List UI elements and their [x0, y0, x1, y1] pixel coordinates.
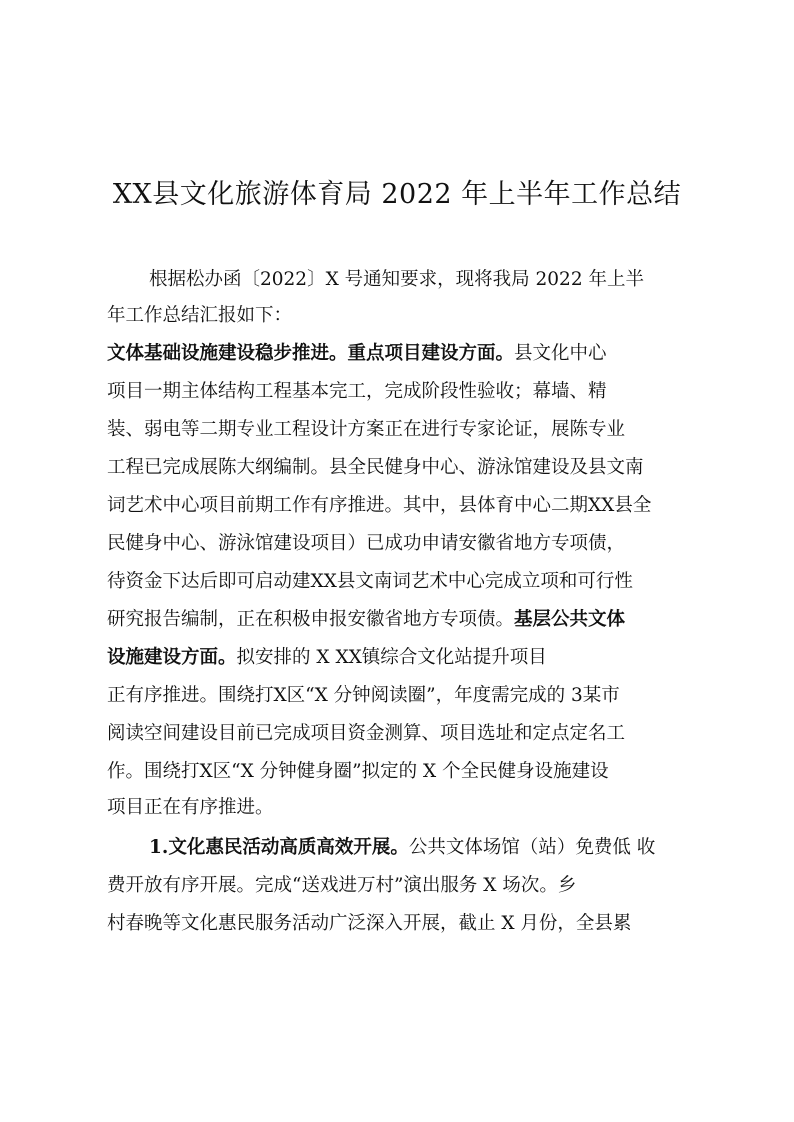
section1-line-11: 阅读空间建设目前已完成项目资金测算、项目选址和定点定名工 — [107, 723, 626, 744]
section1-line-8 — [107, 608, 625, 632]
section1-line-5: 词艺术中心项目前期工作有序推进。其中，县体育中心二期XX县全 — [107, 495, 652, 516]
section1-line-8-text: 研究报告编制，正在积极申报安徽省地方专项债。 — [107, 609, 515, 630]
section1-line-4: 工程已完成展陈大纲编制。县全民健身中心、游泳馆建设及县文南 — [107, 457, 644, 478]
document-title: XX县文化旅游体育局 2022 年上半年工作总结 — [112, 179, 682, 210]
section1-line-6: 民健身中心、游泳馆建设项目）已成功申请安徽省地方专项债， — [107, 533, 626, 554]
section1-line-9 — [107, 646, 547, 670]
section2-line-1-text: 公共文体场馆（站）免费低 收 — [408, 837, 656, 858]
section1-line-12: 作。围绕打X区“X 分钟健身圈”拟定的 X 个全民健身设施建设 — [107, 761, 609, 782]
section1-subheading: 重点项目建设方面。 — [347, 343, 515, 364]
section1-line-1 — [107, 342, 607, 366]
section2-heading: 1.文化惠民活动高质高效开展。 — [149, 837, 409, 858]
section2-line-1 — [149, 836, 655, 860]
section2-line-2: 费开放有序开展。完成“送戏进万村”演出服务 X 场次。乡 — [107, 875, 577, 896]
grassroots-heading-cont: 设施建设方面。 — [107, 647, 237, 668]
section1-line-2: 项目一期主体结构工程基本完工，完成阶段性验收；幕墙、精 — [107, 381, 607, 402]
intro-line-2: 年工作总结汇报如下： — [107, 305, 293, 326]
section1-heading: 文体基础设施建设稳步推进。 — [107, 343, 348, 364]
section1-line-3: 装、弱电等二期专业工程设计方案正在进行专家论证，展陈专业 — [107, 419, 626, 440]
section1-line-1-text: 县文化中心 — [514, 343, 607, 364]
section1-line-10: 正有序推进。围绕打X区“X 分钟阅读圈”，年度需完成的 3某市 — [107, 685, 620, 706]
section1-line-13: 项目正在有序推进。 — [107, 797, 274, 818]
section1-line-9-text: 拟安排的 X XX镇综合文化站提升项目 — [236, 647, 547, 668]
section1-line-7: 待资金下达后即可启动建XX县文南词艺术中心完成立项和可行性 — [107, 571, 633, 592]
grassroots-heading: 基层公共文体 — [514, 609, 626, 630]
section2-line-3: 村春晚等文化惠民服务活动广泛深入开展，截止 X 月份，全县累 — [107, 913, 632, 934]
intro-line-1: 根据松办函〔2022〕X 号通知要求，现将我局 2022 年上半 — [149, 269, 644, 290]
